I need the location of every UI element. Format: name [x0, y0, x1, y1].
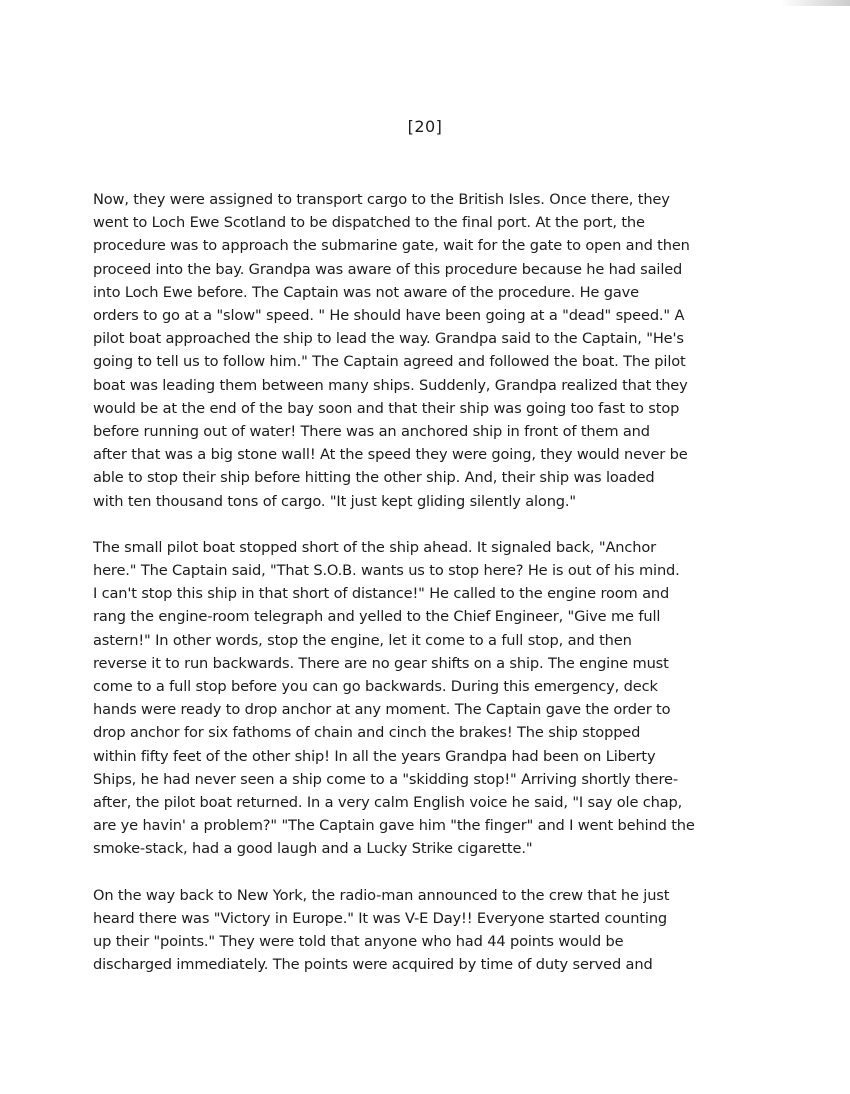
body-text	[93, 188, 765, 1000]
text-line: within fifty feet of the other ship! In all the years Grandpa had been on Liberty	[93, 747, 656, 765]
text-line: able to stop their ship before hitting the other ship. And, their ship was loaded	[93, 469, 655, 487]
text-line: heard there was "Victory in Europe." It was V-E Day!! Everyone started counting	[93, 909, 668, 927]
text-line: would be at the end of the bay soon and that their ship was going too fast to stop	[93, 399, 680, 417]
text-line: after, the pilot boat returned. In a very calm English voice he said, "I say ole chap,	[93, 794, 683, 812]
text-line: before running out of water! There was an anchored ship in front of them and	[93, 423, 650, 441]
text-line: hands were ready to drop anchor at any moment. The Captain gave the order to	[93, 701, 671, 719]
paragraph	[93, 536, 765, 861]
text-line: into Loch Ewe before. The Captain was not aware of the procedure. He gave	[93, 283, 639, 301]
text-line: Now, they were assigned to transport cargo to the British Isles. Once there, they	[93, 191, 670, 208]
text-line: went to Loch Ewe Scotland to be dispatched to the final port. At the port, the	[93, 214, 645, 232]
text-line: going to tell us to follow him." The Captain agreed and followed the boat. The pilot	[93, 353, 686, 371]
text-line: up their "points." They were told that anyone who had 44 points would be	[93, 933, 624, 951]
text-line: orders to go at a "slow" speed. " He should have been going at a "dead" speed." A	[93, 307, 685, 325]
paragraph	[93, 188, 765, 513]
text-line: astern!" In other words, stop the engine, let it come to a full stop, and then	[93, 631, 632, 649]
text-line: after that was a big stone wall! At the speed they were going, they would never be	[93, 446, 688, 464]
text-line: The small pilot boat stopped short of the ship ahead. It signaled back, "Anchor	[93, 538, 656, 556]
text-line: drop anchor for six fathoms of chain and cinch the brakes! The ship stopped	[93, 724, 641, 742]
text-line: with ten thousand tons of cargo. "It just kept gliding silently along."	[93, 492, 576, 510]
text-line: On the way back to New York, the radio-man announced to the crew that he just	[93, 886, 670, 904]
text-line: come to a full stop before you can go backwards. During this emergency, deck	[93, 678, 658, 696]
text-line: I can't stop this ship in that short of distance!" He called to the engine room and	[93, 585, 670, 603]
paragraph	[93, 884, 765, 977]
scan-edge-mark	[780, 0, 850, 6]
text-line: reverse it to run backwards. There are no gear shifts on a ship. The engine must	[93, 654, 669, 672]
text-line: procedure was to approach the submarine gate, wait for the gate to open and then	[93, 237, 690, 255]
text-line: discharged immediately. The points were acquired by time of duty served and	[93, 956, 653, 974]
text-line: pilot boat approached the ship to lead the way. Grandpa said to the Captain, "He's	[93, 330, 684, 348]
text-line: proceed into the bay. Grandpa was aware of this procedure because he had sailed	[93, 260, 683, 278]
text-line: boat was leading them between many ships. Suddenly, Grandpa realized that they	[93, 376, 688, 394]
text-line: rang the engine-room telegraph and yelled to the Chief Engineer, "Give me full	[93, 608, 661, 626]
page-number: [20]	[407, 117, 443, 136]
text-line: are ye havin' a problem?" "The Captain gave him "the finger" and I went behind the	[93, 817, 695, 835]
text-line: Ships, he had never seen a ship come to a "skidding stop!" Arriving shortly there-	[93, 770, 678, 788]
text-line: here." The Captain said, "That S.O.B. wants us to stop here? He is out of his mind.	[93, 562, 680, 580]
text-line: smoke-stack, had a good laugh and a Lucky Strike cigarette."	[93, 840, 533, 858]
